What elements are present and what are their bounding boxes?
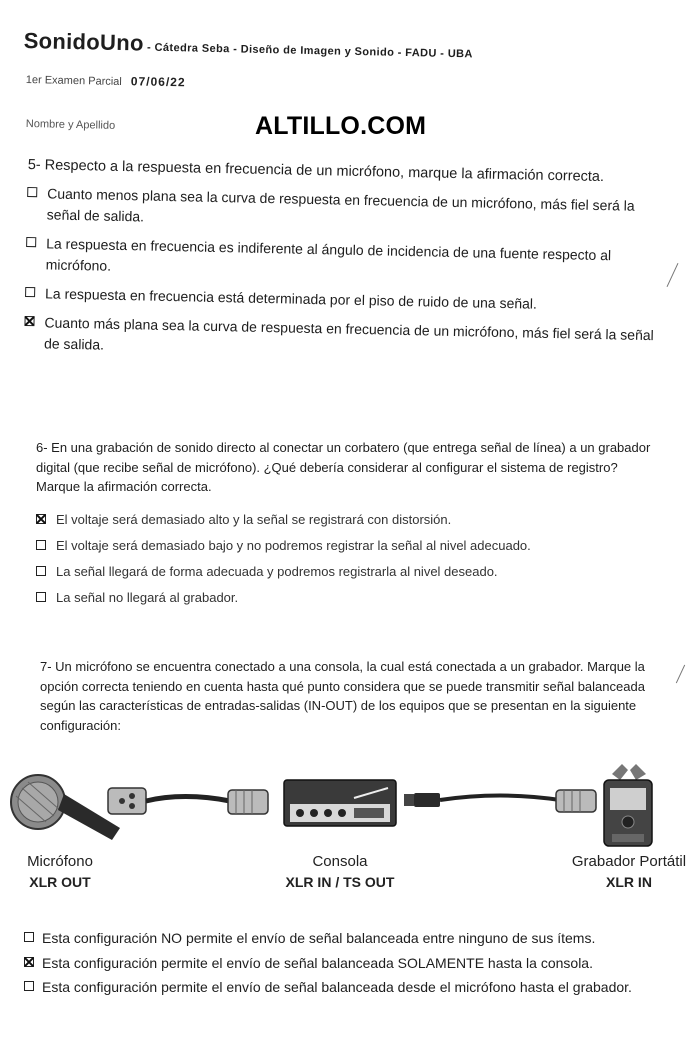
xlr-cable-icon — [108, 788, 268, 814]
signal-chain-diagram — [0, 760, 700, 850]
exam-label: 1er Examen Parcial — [25, 73, 122, 89]
option-text: La respuesta en frecuencia es indiferente al ángulo de incidencia de una fuente respecto al micrófono. — [45, 235, 612, 274]
checkbox-icon[interactable] — [24, 932, 34, 942]
option-text: La señal no llegará al grabador. — [56, 589, 239, 605]
microphone-io: XLR OUT — [29, 874, 91, 890]
console-io: XLR IN / TS OUT — [285, 874, 395, 890]
option-text: La señal llegará de forma adecuada y podremos registrarla al nivel deseado. — [56, 563, 498, 579]
option-text: La respuesta en frecuencia está determinada por el piso de ruido de una señal. — [44, 285, 538, 312]
question-title: 6- En una grabación de sonido directo al conectar un corbatero (que entrega señal de línea) a un grabador digital (que recibe señal de micrófono). ¿Qué debería considerar al configurar el sistema de registro? Marque la afirmación correcta. — [36, 440, 651, 494]
option-item[interactable] — [20, 928, 670, 949]
checkbox-icon[interactable] — [36, 566, 46, 576]
pen-mark-icon — [667, 263, 679, 287]
console-label — [260, 852, 420, 892]
checkbox-icon[interactable] — [36, 540, 46, 550]
option-item[interactable] — [36, 539, 656, 565]
microphone-icon — [11, 775, 120, 840]
option-item[interactable] — [26, 233, 657, 288]
option-text: Esta configuración permite el envío de señal balanceada desde el micrófono hasta el grabador. — [42, 979, 632, 995]
option-item[interactable] — [36, 513, 656, 539]
portable-recorder-icon — [604, 764, 652, 846]
option-item[interactable] — [36, 591, 656, 617]
option-item[interactable] — [24, 312, 655, 367]
exam-info — [26, 72, 186, 89]
checkbox-icon[interactable] — [24, 981, 34, 991]
option-item[interactable] — [36, 565, 656, 591]
brand-subtitle: - Cátedra Seba - Diseño de Imagen y Sonido - FADU - UBA — [143, 41, 473, 61]
option-text: Cuanto menos plana sea la curva de respuesta en frecuencia de un micrófono, más fiel será la señal de salida. — [46, 185, 635, 225]
brand-name: SonidoUno — [23, 28, 144, 56]
recorder-name: Grabador Portátil — [571, 853, 687, 870]
checked-checkbox-icon[interactable] — [36, 514, 46, 524]
question-title: 7- Un micrófono se encuentra conectado a una consola, la cual está conectada a un grabador. Marque la opción correcta teniendo en cuenta hasta qué punto considera que se puede transmitir señal balanceada según las características de entradas-salidas (IN-OUT) de los equipos que se presentan en la siguiente configuración: — [40, 659, 645, 733]
exam-date: 07/06/22 — [130, 74, 186, 90]
pen-mark-icon — [676, 665, 685, 684]
checked-checkbox-icon[interactable] — [24, 957, 34, 967]
microphone-label — [10, 852, 110, 892]
checked-checkbox-icon[interactable] — [24, 316, 34, 326]
option-text: Cuanto más plana sea la curva de respuesta en frecuencia de un micrófono, más fiel será la señal de salida. — [43, 314, 654, 353]
recorder-io: XLR IN — [606, 874, 652, 890]
option-text: El voltaje será demasiado alto y la señal se registrará con distorsión. — [56, 511, 452, 527]
name-field-label: Nombre y Apellido — [25, 118, 116, 132]
option-item[interactable] — [20, 953, 670, 974]
recorder-label — [560, 852, 698, 892]
question-6 — [36, 438, 656, 617]
question-title: 5- Respecto a la respuesta en frecuencia de un micrófono, marque la afirmación correcta. — [27, 156, 605, 186]
option-item[interactable] — [25, 283, 655, 317]
question-7-options — [20, 928, 670, 1002]
console-name: Consola — [312, 853, 368, 870]
option-text: El voltaje será demasiado bajo y no podremos registrar la señal al nivel adecuado. — [56, 537, 531, 553]
option-item[interactable] — [27, 183, 658, 238]
ts-to-xlr-cable-icon — [404, 790, 596, 812]
question-5 — [24, 156, 658, 367]
option-text: Esta configuración permite el envío de señal balanceada SOLAMENTE hasta la consola. — [42, 954, 593, 971]
watermark: ALTILLO.COM — [255, 112, 427, 140]
microphone-name: Micrófono — [27, 853, 93, 870]
checkbox-icon[interactable] — [27, 187, 37, 197]
console-icon — [284, 780, 396, 826]
option-item[interactable] — [20, 977, 670, 998]
option-text: Esta configuración NO permite el envío de señal balanceada entre ninguno de sus ítems. — [42, 930, 596, 946]
checkbox-icon[interactable] — [36, 592, 46, 602]
checkbox-icon[interactable] — [25, 287, 35, 297]
checkbox-icon[interactable] — [26, 237, 36, 247]
question-7 — [40, 657, 660, 735]
brand-header — [23, 28, 473, 63]
